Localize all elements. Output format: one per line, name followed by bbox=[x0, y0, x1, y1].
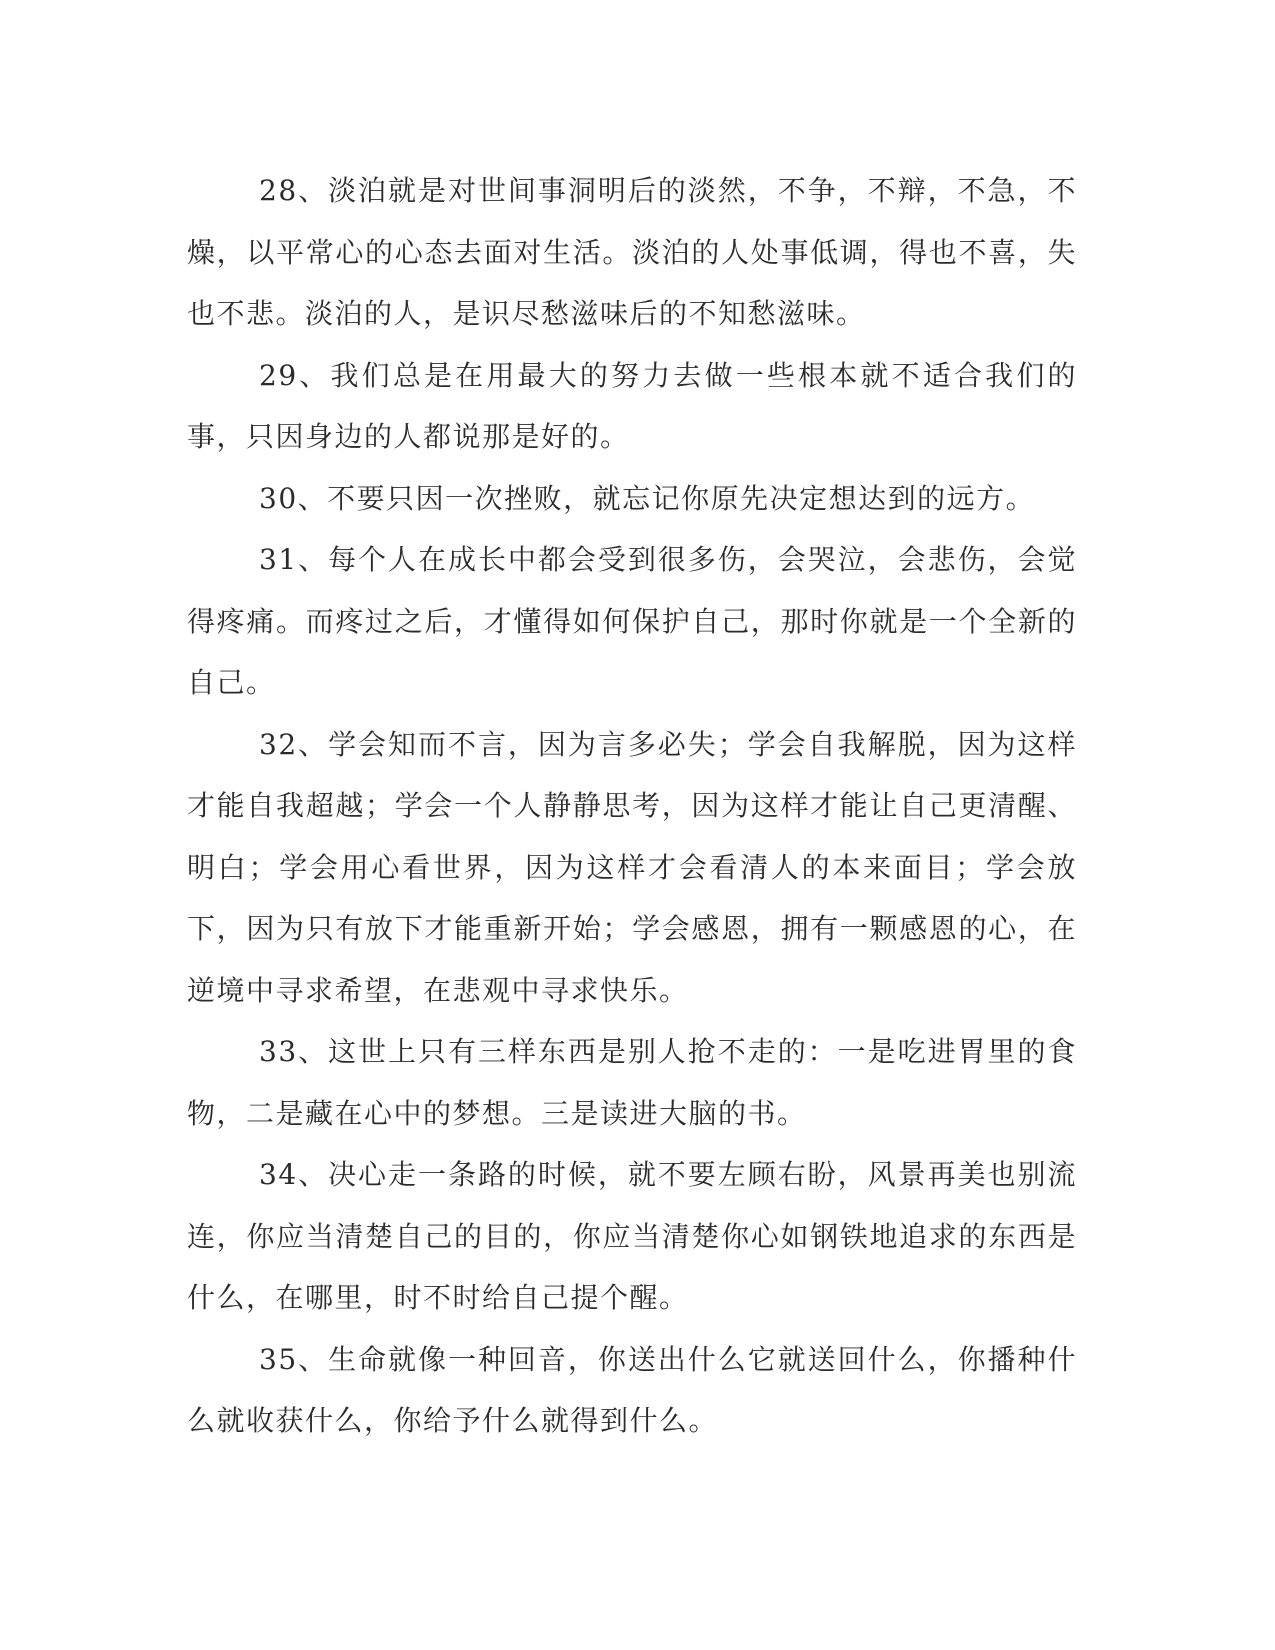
paragraph-34: 34、决心走一条路的时候，就不要左顾右盼，风景再美也别流连，你应当清楚自己的目的，你应当清楚你心如钢铁地追求的东西是什么，在哪里，时不时给自己提个醒。 bbox=[187, 1158, 1077, 1314]
document-body bbox=[187, 160, 1077, 1452]
paragraph-29: 29、我们总是在用最大的努力去做一些根本就不适合我们的事，只因身边的人都说那是好的。 bbox=[187, 358, 1077, 453]
paragraph-32: 32、学会知而不言，因为言多必失；学会自我解脱，因为这样才能自我超越；学会一个人静静思考，因为这样才能让自己更清醒、明白；学会用心看世界，因为这样才会看清人的本来面目；学会放下，因为只有放下才能重新开始；学会感恩，拥有一颗感恩的心，在逆境中寻求希望，在悲观中寻求快乐。 bbox=[187, 727, 1077, 1007]
paragraph-35: 35、生命就像一种回音，你送出什么它就送回什么，你播种什么就收获什么，你给予什么就得到什么。 bbox=[187, 1342, 1077, 1437]
paragraph-31: 31、每个人在成长中都会受到很多伤，会哭泣，会悲伤，会觉得疼痛。而疼过之后，才懂得如何保护自己，那时你就是一个全新的自己。 bbox=[187, 543, 1077, 699]
paragraph-33: 33、这世上只有三样东西是别人抢不走的：一是吃进胃里的食物，二是藏在心中的梦想。三是读进大脑的书。 bbox=[187, 1035, 1077, 1130]
paragraph-28: 28、淡泊就是对世间事洞明后的淡然，不争，不辩，不急，不燥，以平常心的心态去面对生活。淡泊的人处事低调，得也不喜，失也不悲。淡泊的人，是识尽愁滋味后的不知愁滋味。 bbox=[187, 174, 1077, 330]
paragraph-30: 30、不要只因一次挫败，就忘记你原先决定想达到的远方。 bbox=[259, 481, 1036, 515]
